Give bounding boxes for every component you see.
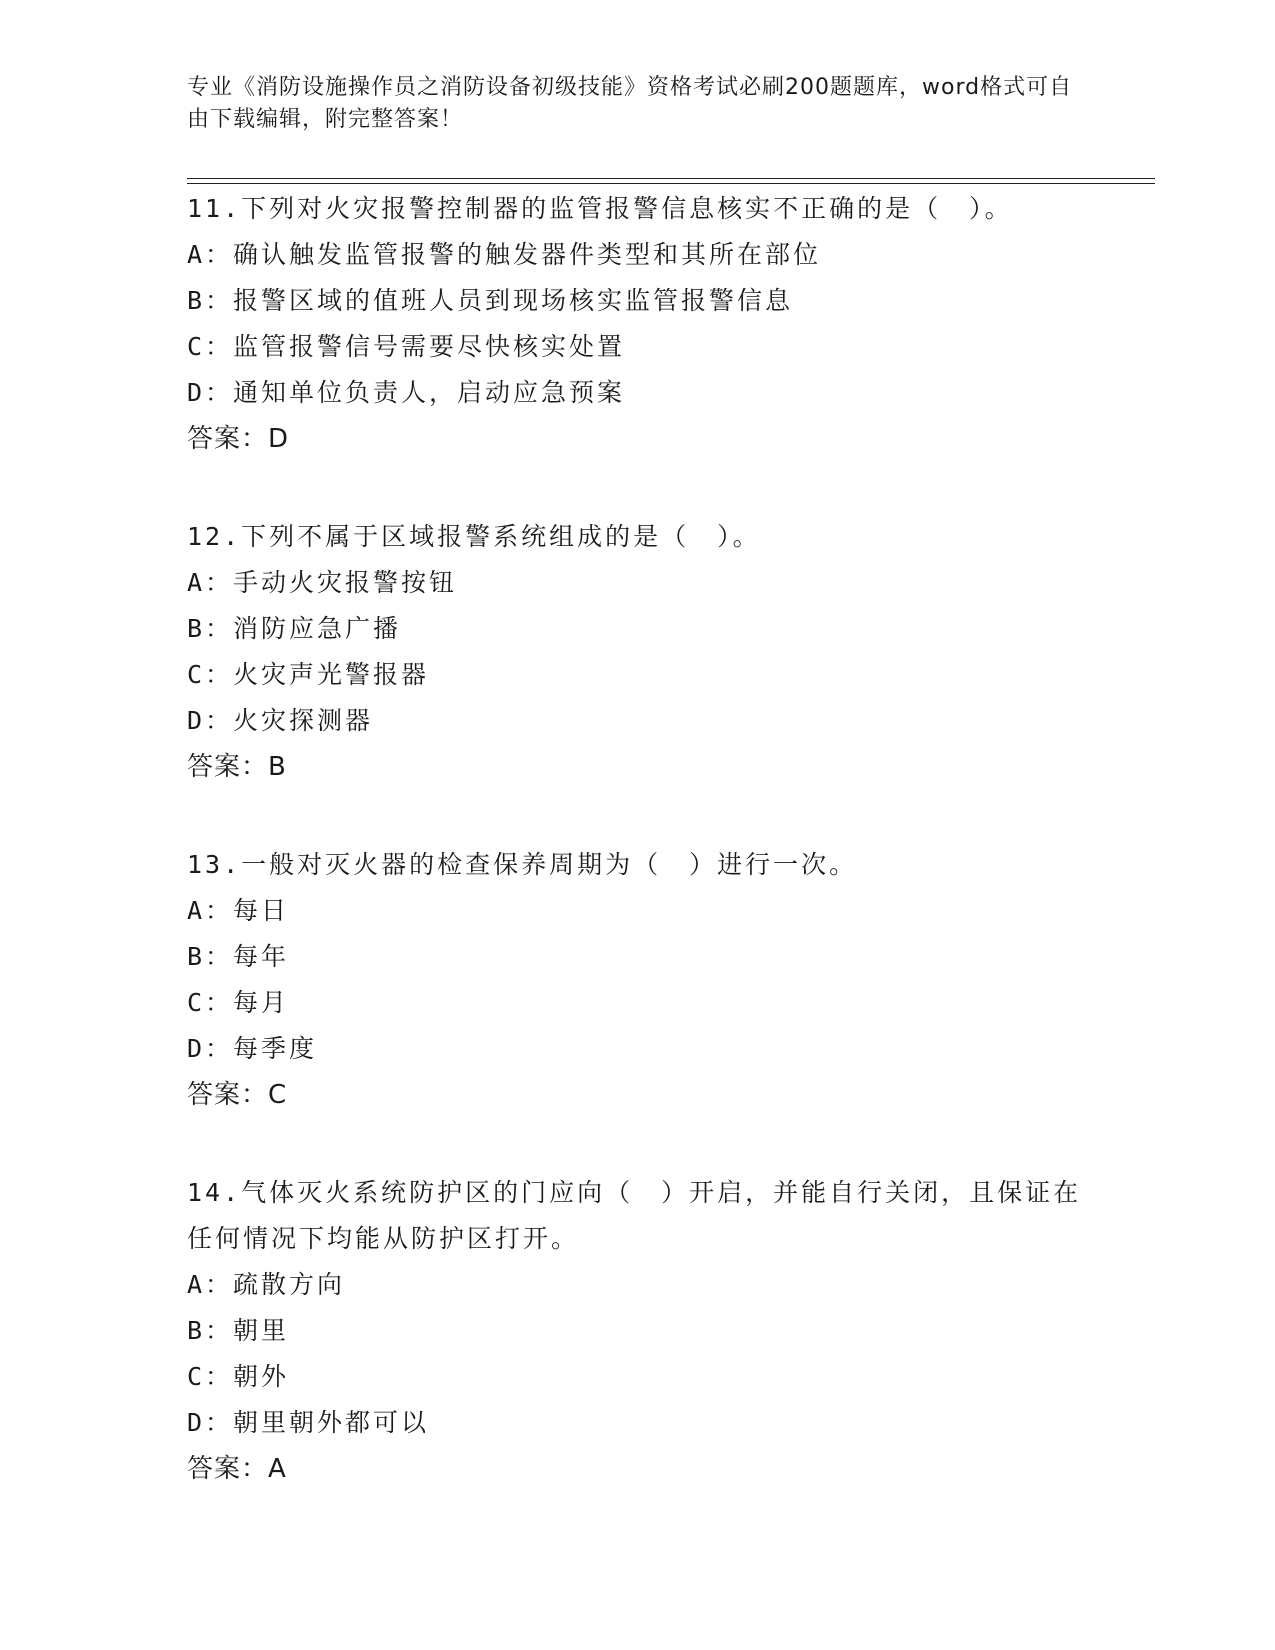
answer-line: 答案：A: [187, 1454, 287, 1484]
option-a: A：手动火灾报警按钮: [187, 568, 458, 597]
option-d: D：朝里朝外都可以: [187, 1408, 430, 1437]
option-c: C：火灾声光警报器: [187, 660, 430, 689]
question-stem: 13.一般对灭火器的检查保养周期为（ ）进行一次。: [187, 850, 858, 879]
option-a: A：疏散方向: [187, 1270, 346, 1299]
option-b: B：消防应急广播: [187, 614, 402, 643]
document-header: 专业《消防设施操作员之消防设备初级技能》资格考试必刷200题题库，word格式可自由下载编辑，附完整答案！: [187, 75, 1073, 132]
header-divider-bottom: [187, 183, 1155, 184]
option-b: B：每年: [187, 942, 290, 971]
option-c: C：每月: [187, 988, 290, 1017]
option-d: D：火灾探测器: [187, 706, 374, 735]
option-d: D：每季度: [187, 1034, 318, 1063]
option-a: A：每日: [187, 896, 290, 925]
question-stem: 14.气体灭火系统防护区的门应向（ ）开启，并能自行关闭，且保证在任何情况下均能从防护区打开。: [187, 1178, 1082, 1253]
option-a: A：确认触发监管报警的触发器件类型和其所在部位: [187, 240, 822, 269]
option-d: D：通知单位负责人，启动应急预案: [187, 378, 626, 407]
question-13: [187, 842, 1167, 1118]
option-c: C：监管报警信号需要尽快核实处置: [187, 332, 626, 361]
answer-line: 答案：B: [187, 752, 287, 782]
option-b: B：朝里: [187, 1316, 290, 1345]
question-list: [187, 186, 1167, 1544]
option-c: C：朝外: [187, 1362, 290, 1391]
option-b: B：报警区域的值班人员到现场核实监管报警信息: [187, 286, 794, 315]
question-12: [187, 514, 1167, 790]
question-11: [187, 186, 1167, 462]
header-divider-top: [187, 178, 1155, 179]
answer-line: 答案：C: [187, 1080, 288, 1110]
question-14: [187, 1170, 1167, 1492]
question-stem: 11.下列对火灾报警控制器的监管报警信息核实不正确的是（ ）。: [187, 194, 1013, 223]
question-stem: 12.下列不属于区域报警系统组成的是（ ）。: [187, 522, 761, 551]
answer-line: 答案：D: [187, 424, 290, 454]
